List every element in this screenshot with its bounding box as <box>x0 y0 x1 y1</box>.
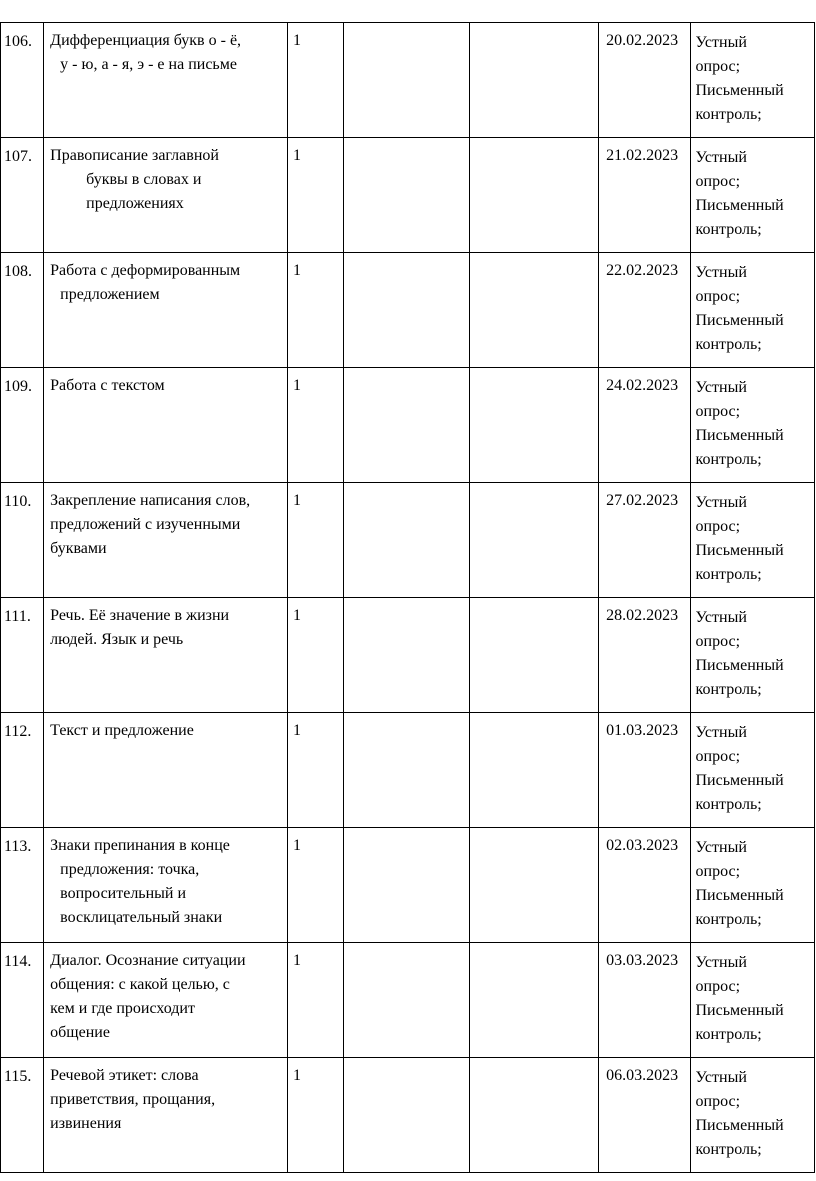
control-form-line: опрос; <box>695 978 741 995</box>
date-cell <box>599 253 690 368</box>
empty-cell <box>344 368 469 483</box>
control-form-line: Устный <box>695 379 747 396</box>
lesson-topic-line: кем и где происходит <box>50 1000 195 1017</box>
date-cell <box>599 23 690 138</box>
row-number-cell <box>1 138 44 253</box>
date-cell <box>599 598 690 713</box>
empty-cell <box>469 1058 598 1173</box>
row-number: 113. <box>4 838 32 855</box>
empty-cell <box>344 483 469 598</box>
control-form-line: Устный <box>695 149 747 166</box>
empty-cell <box>344 598 469 713</box>
hours-count: 1 <box>293 837 302 854</box>
topic-cell <box>44 253 288 368</box>
control-form-line: Устный <box>695 724 747 741</box>
hours-cell <box>288 1058 344 1173</box>
empty-cell <box>469 713 598 828</box>
control-form-cell <box>690 483 815 598</box>
lesson-date: 24.02.2023 <box>606 377 679 394</box>
date-cell <box>599 1058 690 1173</box>
lesson-date: 27.02.2023 <box>606 492 679 509</box>
lesson-topic-line: общение <box>50 1024 110 1041</box>
topic-cell <box>44 23 288 138</box>
control-form <box>691 483 815 587</box>
lesson-topic-line: извинения <box>50 1115 122 1132</box>
row-number: 108. <box>4 263 32 280</box>
control-form-line: Письменный <box>695 772 784 789</box>
lesson-topic-line: людей. Язык и речь <box>50 631 184 648</box>
table-row <box>1 138 815 253</box>
control-form-cell <box>690 138 815 253</box>
control-form-line: опрос; <box>695 403 741 420</box>
lesson-topic-line: Закрепление написания слов, <box>50 492 251 509</box>
date-cell <box>599 483 690 598</box>
lesson-plan-table <box>0 22 815 1173</box>
hours-cell <box>288 713 344 828</box>
row-number: 115. <box>4 1068 32 1085</box>
hours-count: 1 <box>293 262 302 279</box>
control-form-cell <box>690 253 815 368</box>
empty-cell <box>469 138 598 253</box>
control-form-cell <box>690 23 815 138</box>
control-form-line: Устный <box>695 494 747 511</box>
control-form-line: Письменный <box>695 82 784 99</box>
control-form-line: Письменный <box>695 312 784 329</box>
lesson-topic-line: Дифференциация букв о - ё, <box>50 32 242 49</box>
lesson-date: 03.03.2023 <box>606 952 679 969</box>
topic-cell <box>44 598 288 713</box>
lesson-topic-line: буквами <box>50 540 107 557</box>
lesson-topic <box>44 368 287 398</box>
table-row <box>1 598 815 713</box>
lesson-topic-line: Текст и предложение <box>50 722 194 739</box>
hours-count: 1 <box>293 722 302 739</box>
hours-cell <box>288 943 344 1058</box>
control-form-cell <box>690 943 815 1058</box>
control-form-cell <box>690 713 815 828</box>
lesson-date: 20.02.2023 <box>606 32 679 49</box>
control-form-line: контроль; <box>695 1141 762 1158</box>
control-form-line: Устный <box>695 34 747 51</box>
topic-cell <box>44 483 288 598</box>
hours-cell <box>288 253 344 368</box>
control-form <box>691 943 815 1047</box>
empty-cell <box>469 368 598 483</box>
table-row <box>1 943 815 1058</box>
control-form-line: Письменный <box>695 542 784 559</box>
control-form <box>691 138 815 242</box>
row-number-cell <box>1 483 44 598</box>
date-cell <box>599 828 690 943</box>
table-row <box>1 368 815 483</box>
topic-cell <box>44 713 288 828</box>
control-form-line: контроль; <box>695 451 762 468</box>
lesson-topic <box>44 23 287 77</box>
empty-cell <box>344 1058 469 1173</box>
lesson-topic-line: общения: с какой целью, с <box>50 976 230 993</box>
lesson-topic-line: предложением <box>60 286 160 303</box>
date-cell <box>599 368 690 483</box>
control-form-cell <box>690 1058 815 1173</box>
control-form-line: контроль; <box>695 1026 762 1043</box>
control-form-line: Письменный <box>695 1002 784 1019</box>
empty-cell <box>344 943 469 1058</box>
row-number: 112. <box>4 723 32 740</box>
empty-cell <box>344 713 469 828</box>
lesson-topic-line: предложений с изученными <box>50 516 241 533</box>
topic-cell <box>44 943 288 1058</box>
empty-cell <box>344 23 469 138</box>
date-cell <box>599 138 690 253</box>
control-form-line: Письменный <box>695 197 784 214</box>
row-number-cell <box>1 23 44 138</box>
lesson-topic-line: Речь. Её значение в жизни <box>50 607 230 624</box>
row-number: 106. <box>4 33 32 50</box>
control-form <box>691 1058 815 1162</box>
control-form <box>691 253 815 357</box>
lesson-topic <box>44 483 287 561</box>
control-form-cell <box>690 828 815 943</box>
control-form <box>691 828 815 932</box>
lesson-topic-line: Работа с деформированным <box>50 262 241 279</box>
lesson-date: 01.03.2023 <box>606 722 679 739</box>
table-row <box>1 23 815 138</box>
control-form-cell <box>690 368 815 483</box>
hours-cell <box>288 138 344 253</box>
control-form-line: Устный <box>695 609 747 626</box>
empty-cell <box>344 828 469 943</box>
lesson-topic-line: вопросительный и <box>60 885 187 902</box>
control-form-line: Устный <box>695 954 747 971</box>
empty-cell <box>344 138 469 253</box>
lesson-topic <box>44 713 287 743</box>
lesson-date: 28.02.2023 <box>606 607 679 624</box>
control-form-line: опрос; <box>695 173 741 190</box>
table-row <box>1 713 815 828</box>
lesson-topic-line: восклицательный знаки <box>60 909 223 926</box>
control-form-line: контроль; <box>695 336 762 353</box>
date-cell <box>599 713 690 828</box>
row-number: 107. <box>4 148 32 165</box>
control-form <box>691 23 815 127</box>
lesson-topic <box>44 943 287 1045</box>
lesson-date: 22.02.2023 <box>606 262 679 279</box>
control-form-line: Письменный <box>695 887 784 904</box>
lesson-topic <box>44 253 287 307</box>
control-form-line: контроль; <box>695 566 762 583</box>
control-form-line: Устный <box>695 264 747 281</box>
control-form-line: опрос; <box>695 518 741 535</box>
empty-cell <box>469 23 598 138</box>
topic-cell <box>44 1058 288 1173</box>
control-form-line: контроль; <box>695 911 762 928</box>
hours-cell <box>288 23 344 138</box>
table-row <box>1 483 815 598</box>
lesson-date: 02.03.2023 <box>606 837 679 854</box>
control-form-line: Письменный <box>695 427 784 444</box>
control-form-line: опрос; <box>695 633 741 650</box>
table-row <box>1 253 815 368</box>
control-form <box>691 598 815 702</box>
hours-count: 1 <box>293 607 302 624</box>
control-form-line: опрос; <box>695 288 741 305</box>
control-form-line: контроль; <box>695 221 762 238</box>
row-number-cell <box>1 828 44 943</box>
lesson-topic-line: у - ю, а - я, э - е на письме <box>60 56 237 73</box>
topic-cell <box>44 828 288 943</box>
hours-count: 1 <box>293 952 302 969</box>
row-number-cell <box>1 598 44 713</box>
control-form-line: Письменный <box>695 1117 784 1134</box>
date-cell <box>599 943 690 1058</box>
lesson-topic <box>44 828 287 930</box>
hours-cell <box>288 368 344 483</box>
lesson-topic-line: буквы в словах и <box>86 171 202 188</box>
row-number: 114. <box>4 953 32 970</box>
row-number: 109. <box>4 378 32 395</box>
hours-count: 1 <box>293 1067 302 1084</box>
lesson-date: 06.03.2023 <box>606 1067 679 1084</box>
row-number-cell <box>1 943 44 1058</box>
control-form-line: опрос; <box>695 863 741 880</box>
control-form-line: опрос; <box>695 58 741 75</box>
hours-count: 1 <box>293 377 302 394</box>
hours-count: 1 <box>293 32 302 49</box>
row-number-cell <box>1 368 44 483</box>
empty-cell <box>469 598 598 713</box>
lesson-topic-line: Работа с текстом <box>50 377 165 394</box>
control-form-line: контроль; <box>695 796 762 813</box>
control-form <box>691 713 815 817</box>
empty-cell <box>469 483 598 598</box>
table-row <box>1 828 815 943</box>
empty-cell <box>469 828 598 943</box>
row-number: 110. <box>4 493 32 510</box>
lesson-date: 21.02.2023 <box>606 147 679 164</box>
table-row <box>1 1058 815 1173</box>
control-form <box>691 368 815 472</box>
lesson-topic-line: Знаки препинания в конце <box>50 837 230 854</box>
lesson-topic-line: предложения: точка, <box>60 861 200 878</box>
control-form-line: контроль; <box>695 106 762 123</box>
hours-count: 1 <box>293 147 302 164</box>
control-form-line: Письменный <box>695 657 784 674</box>
control-form-line: Устный <box>695 839 747 856</box>
control-form-line: опрос; <box>695 748 741 765</box>
hours-cell <box>288 483 344 598</box>
row-number-cell <box>1 713 44 828</box>
topic-cell <box>44 368 288 483</box>
hours-cell <box>288 598 344 713</box>
topic-cell <box>44 138 288 253</box>
lesson-topic-line: приветствия, прощания, <box>50 1091 216 1108</box>
control-form-line: Устный <box>695 1069 747 1086</box>
row-number-cell <box>1 1058 44 1173</box>
lesson-topic-line: предложениях <box>86 195 184 212</box>
hours-cell <box>288 828 344 943</box>
row-number-cell <box>1 253 44 368</box>
lesson-topic <box>44 1058 287 1136</box>
lesson-topic-line: Диалог. Осознание ситуации <box>50 952 246 969</box>
row-number: 111. <box>4 608 31 625</box>
control-form-cell <box>690 598 815 713</box>
control-form-line: опрос; <box>695 1093 741 1110</box>
control-form-line: контроль; <box>695 681 762 698</box>
empty-cell <box>469 943 598 1058</box>
empty-cell <box>469 253 598 368</box>
lesson-topic <box>44 598 287 652</box>
lesson-topic <box>44 138 287 216</box>
lesson-topic-line: Правописание заглавной <box>50 147 219 164</box>
lesson-topic-line: Речевой этикет: слова <box>50 1067 199 1084</box>
hours-count: 1 <box>293 492 302 509</box>
table-body <box>1 23 815 1173</box>
empty-cell <box>344 253 469 368</box>
